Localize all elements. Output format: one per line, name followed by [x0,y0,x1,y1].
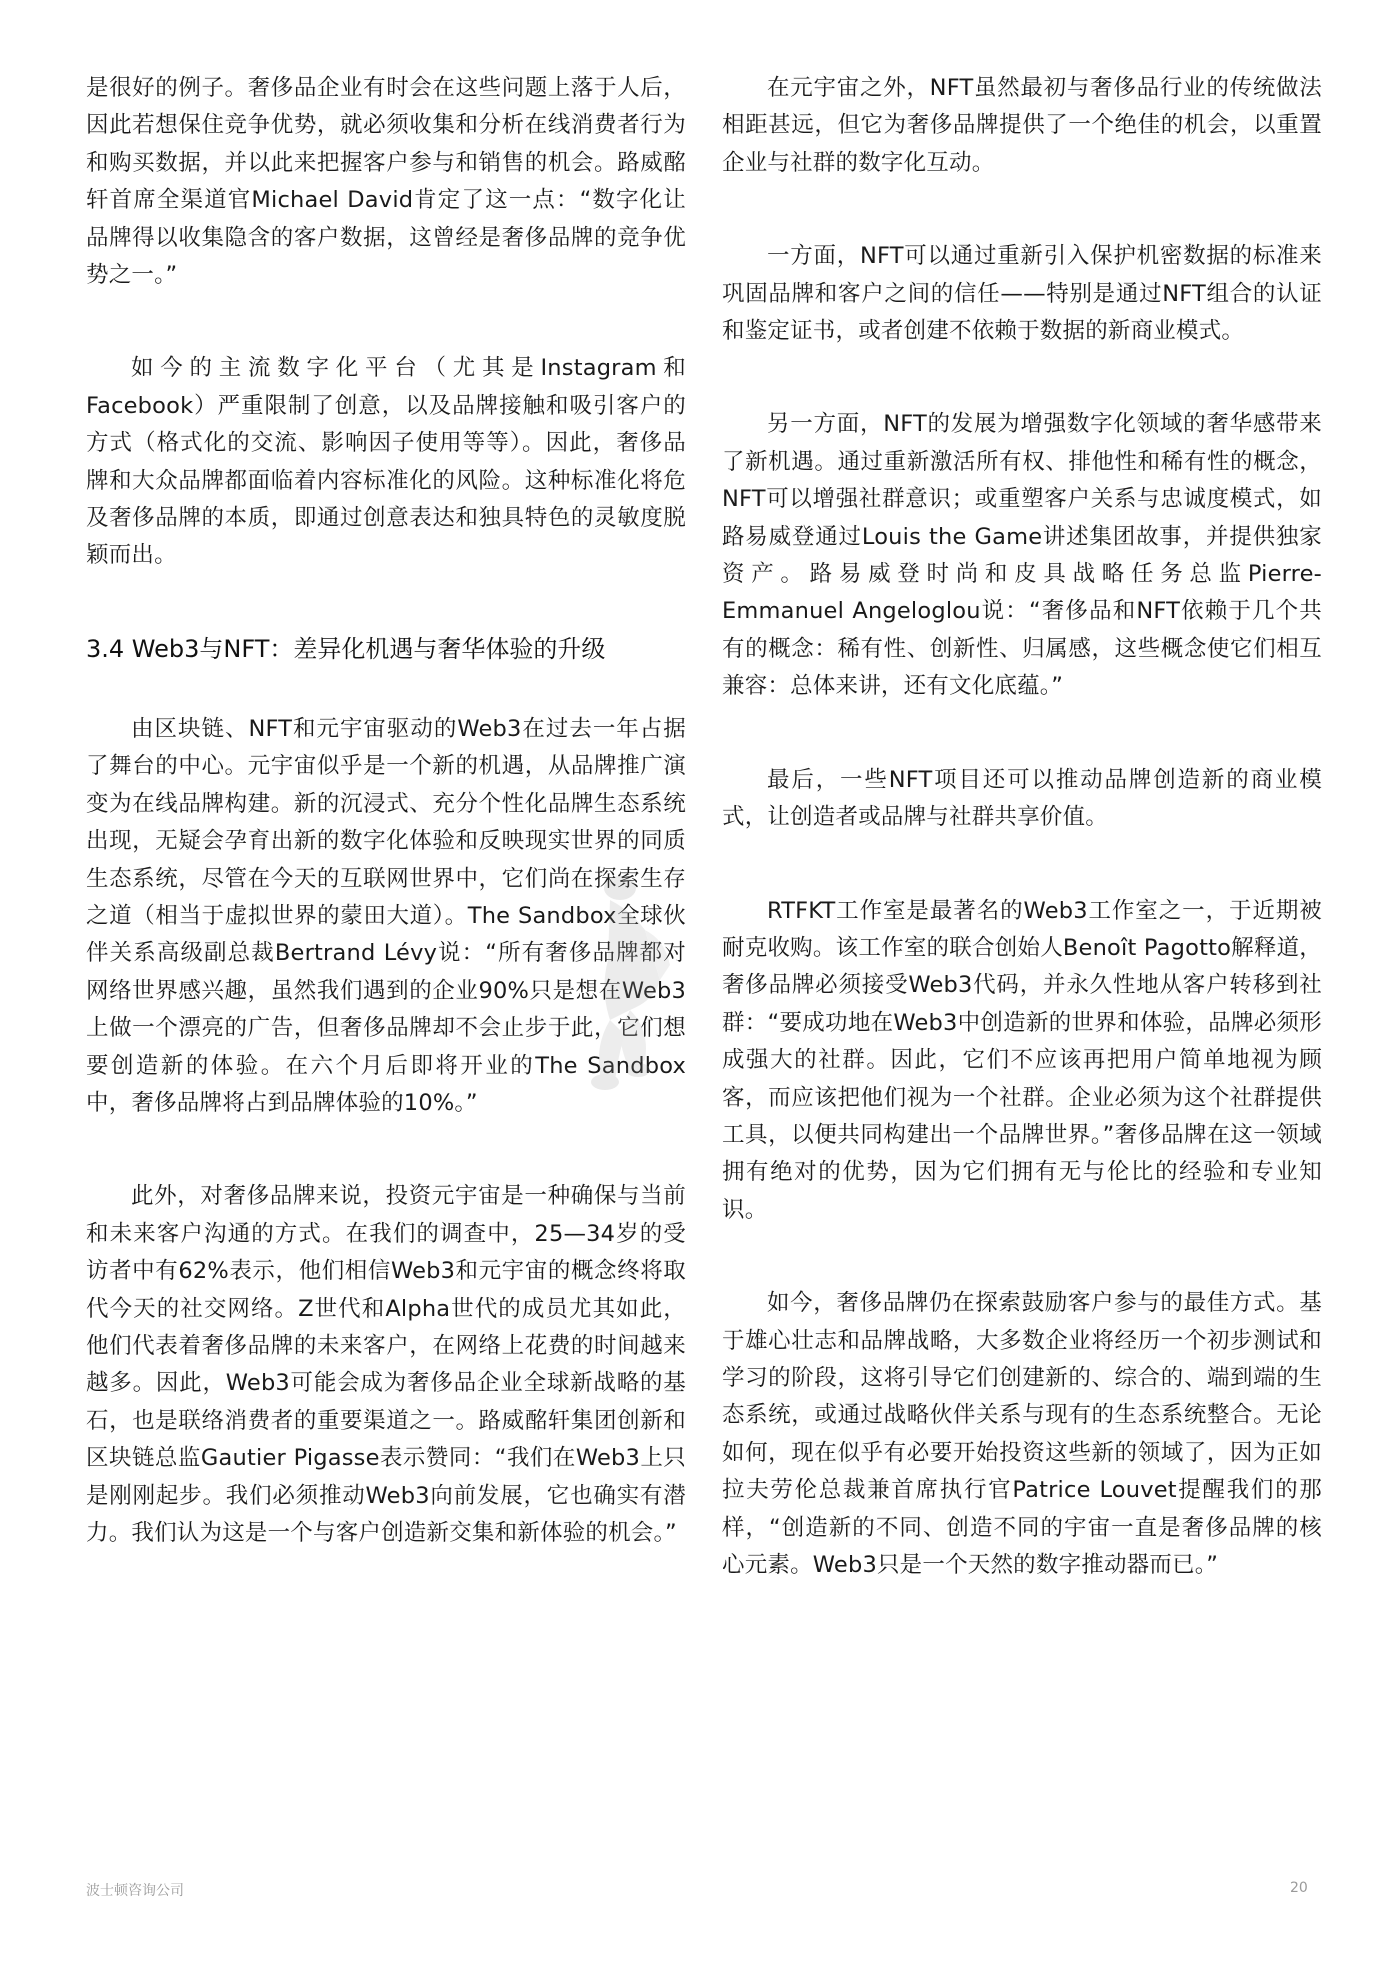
paragraph: 一方面，NFT可以通过重新引入保护机密数据的标准来巩固品牌和客户之间的信任——特别是通过NFT组合的认证和鉴定证书，或者创建不依赖于数据的新商业模式。 [722,243,1322,345]
paragraph: 最后，一些NFT项目还可以推动品牌创造新的商业模式，让创造者或品牌与社群共享价值。 [722,766,1322,831]
paragraph: 如今的主流数字化平台（尤其是Instagram和Facebook）严重限制了创意，以及品牌接触和吸引客户的方式（格式化的交流、影响因子使用等等）。因此，奢侈品牌和大众品牌都面临着内容标准化的风险。这种标准化将危及奢侈品牌的本质，即通过创意表达和独具特色的灵敏度脱颖而出。 [86,355,686,569]
paragraph: 如今，奢侈品牌仍在探索鼓励客户参与的最佳方式。基于雄心壮志和品牌战略，大多数企业将经历一个初步测试和学习的阶段，这将引导它们创建新的、综合的、端到端的生态系统，或通过战略伙伴关系与现有的生态系统整合。无论如何，现在似乎有必要开始投资这些新的领域了，因为正如拉夫劳伦总裁兼首席执行官Patrice Louvet提醒我们的那样，“创造新的不同、创造不同的宇宙一直是奢侈品牌的核心元素。Web3只是一个天然的数字推动器而已。” [722,1290,1322,1578]
paragraph: 是很好的例子。奢侈品企业有时会在这些问题上落于人后，因此若想保住竞争优势，就必须收集和分析在线消费者行为和购买数据，并以此来把握客户参与和销售的机会。路威酩轩首席全渠道官Michael David肯定了这一点：“数字化让品牌得以收集隐含的客户数据，这曾经是奢侈品牌的竞争优势之一。” [86,75,686,289]
section-heading: 3.4 Web3与NFT：差异化机遇与奢华体验的升级 [86,634,606,663]
paragraph: RTFKT工作室是最著名的Web3工作室之一，于近期被耐克收购。该工作室的联合创始人Benoît Pagotto解释道，奢侈品牌必须接受Web3代码，并永久性地从客户转移到社群：“要成功地在Web3中创造新的世界和体验，品牌必须形成强大的社群。因此，它们不应该再把用户简单地视为顾客，而应该把他们视为一个社群。企业必须为这个社群提供工具，以便共同构建出一个品牌世界。”奢侈品牌在这一领域拥有绝对的优势，因为它们拥有无与伦比的经验和专业知识。 [722,897,1322,1223]
page-number: 20 [1290,1880,1308,1896]
right-column [722,70,1322,1640]
figure-watermark-icon [590,870,710,1100]
left-column [86,70,686,1608]
paragraph: 在元宇宙之外，NFT虽然最初与奢侈品行业的传统做法相距甚远，但它为奢侈品牌提供了一个绝佳的机会，以重置企业与社群的数字化互动。 [722,75,1322,176]
paragraph: 另一方面，NFT的发展为增强数字化领域的奢华感带来了新机遇。通过重新激活所有权、排他性和稀有性的概念，NFT可以增强社群意识；或重塑客户关系与忠诚度模式，如路易威登通过Louis the Game讲述集团故事，并提供独家资产。路易威登时尚和皮具战略任务总监Pierre-Emmanuel Angeloglou说：“奢侈品和NFT依赖于几个共有的概念：稀有性、创新性、归属感，这些概念使它们相互兼容：总体来讲，还有文化底蕴。” [722,411,1322,700]
footer-company: 波士顿咨询公司 [86,1883,184,1899]
paragraph: 由区块链、NFT和元宇宙驱动的Web3在过去一年占据了舞台的中心。元宇宙似乎是一个新的机遇，从品牌推广演变为在线品牌构建。新的沉浸式、充分个性化品牌生态系统出现，无疑会孕育出新的数字化体验和反映现实世界的同质生态系统，尽管在今天的互联网世界中，它们尚在探索生存之道（相当于虚拟世界的蒙田大道）。The Sandbox全球伙伴关系高级副总裁Bertrand Lévy说：“所有奢侈品牌都对网络世界感兴趣，虽然我们遇到的企业90%只是想在Web3上做一个漂亮的广告，但奢侈品牌却不会止步于此，它们想要创造新的体验。在六个月后即将开业的The Sandbox中，奢侈品牌将占到品牌体验的10%。” [86,715,686,1116]
paragraph: 此外，对奢侈品牌来说，投资元宇宙是一种确保与当前和未来客户沟通的方式。在我们的调查中，25—34岁的受访者中有62%表示，他们相信Web3和元宇宙的概念终将取代今天的社交网络。Z世代和Alpha世代的成员尤其如此，他们代表着奢侈品牌的未来客户，在网络上花费的时间越来越多。因此，Web3可能会成为奢侈品企业全球新战略的基石，也是联络消费者的重要渠道之一。路威酩轩集团创新和区块链总监Gautier Pigasse表示赞同：“我们在Web3上只是刚刚起步。我们必须推动Web3向前发展，它也确实有潜力。我们认为这是一个与客户创造新交集和新体验的机会。” [86,1183,686,1546]
